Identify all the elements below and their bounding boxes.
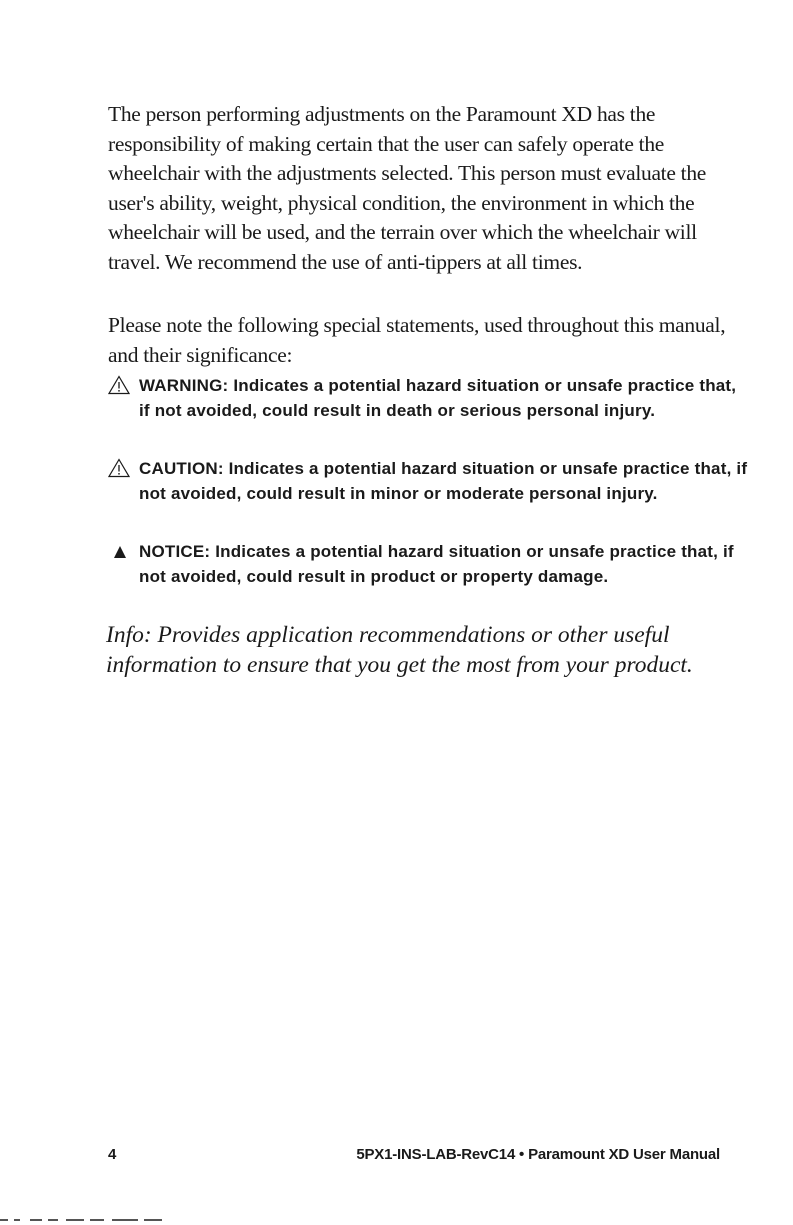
notice-triangle-filled-icon <box>108 541 130 561</box>
warning-text: WARNING: Indicates a potential hazard situation or unsafe practice that, if not avoided, could result in death or serious personal injury. <box>139 376 737 420</box>
statements-intro: Please note the following special statements, used throughout this manual, and their significance: <box>108 313 726 367</box>
scan-artifact <box>0 1219 793 1222</box>
caution-statement <box>108 456 748 506</box>
warning-triangle-outline-icon <box>108 375 130 395</box>
info-text: Info: Provides application recommendations or other useful information to ensure that you get the most from your product. <box>106 622 693 678</box>
notice-text: NOTICE: Indicates a potential hazard situation or unsafe practice that, if not avoided, could result in product or property damage. <box>139 542 734 586</box>
notice-statement <box>108 539 748 589</box>
warning-statement <box>108 373 748 423</box>
page-number: 4 <box>108 1146 117 1163</box>
caution-triangle-outline-icon <box>108 458 130 478</box>
caution-text: CAUTION: Indicates a potential hazard situation or unsafe practice that, if not avoided, could result in minor or moderate personal injury. <box>139 459 748 503</box>
intro-paragraph: The person performing adjustments on the Paramount XD has the responsibility of making certain that the user can safely operate the wheelchair with the adjustments selected. This person must evaluate the user's ability, weight, physical condition, the environment in which the wheelchair will be used, and the terrain over which the wheelchair will travel. We recommend the use of anti-tippers at all times. <box>108 102 707 274</box>
footer-document-title: 5PX1-INS-LAB-RevC14 • Paramount XD User Manual <box>356 1146 720 1163</box>
